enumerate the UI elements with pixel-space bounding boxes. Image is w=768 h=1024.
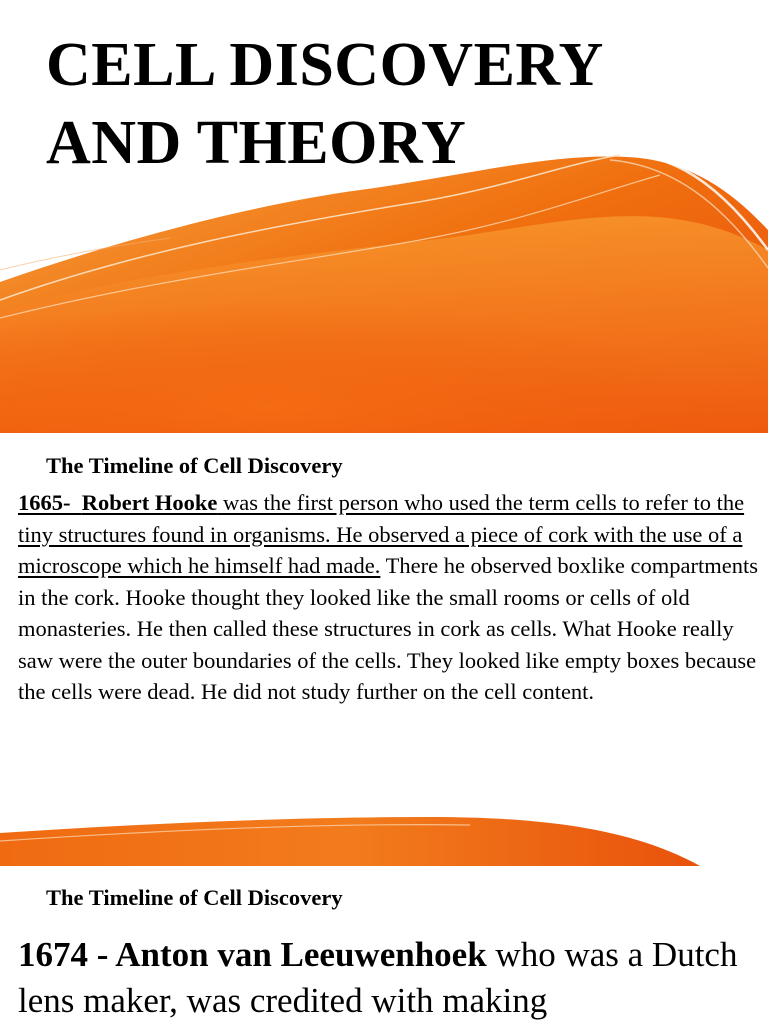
- title-line-1: CELL DISCOVERY: [46, 31, 604, 99]
- leeuwenhoek-slide: [0, 866, 768, 1024]
- hooke-paragraph: [18, 487, 763, 708]
- hooke-underlined-text: was the first person who used the term cells to refer to the tiny structures found in organisms. He observed a piece of cork with the use of a microscope which he himself had made.: [18, 490, 745, 578]
- slide-heading: The Timeline of Cell Discovery: [46, 453, 343, 478]
- leeuwenhoek-paragraph: [18, 932, 763, 1024]
- leeuwenhoek-body-text: who was a Dutch lens maker, was credited with making: [18, 935, 738, 1020]
- hooke-year: 1665-: [18, 490, 71, 515]
- hooke-slide: [0, 433, 768, 866]
- leeuwenhoek-lead: 1674 - Anton van Leeuwenhoek: [18, 935, 487, 974]
- hooke-body-text: There he observed boxlike compartments in the cork. Hooke thought they looked like the small rooms or cells of old monasteries. He then called these structures in cork as cells. What Hooke really saw were the outer boundaries of the cells. They looked like empty boxes because the cells were dead. He did not study further on the cell content.: [18, 553, 758, 704]
- hooke-name: Robert Hooke: [81, 490, 218, 515]
- orange-wave-strip: [0, 803, 768, 866]
- title-line-2: AND THEORY: [46, 109, 467, 177]
- title-slide: [0, 0, 768, 433]
- page-title: [46, 26, 604, 182]
- slide-heading: The Timeline of Cell Discovery: [46, 885, 343, 910]
